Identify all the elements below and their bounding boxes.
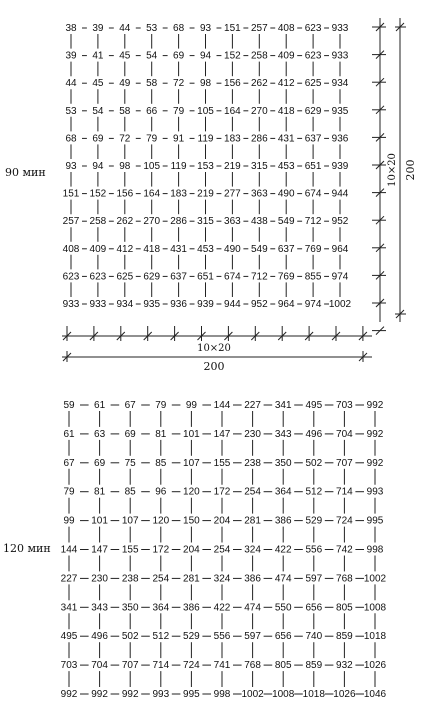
- grid-value: 230: [244, 428, 261, 440]
- grid-value: 147: [91, 544, 108, 556]
- grid-value: 156: [116, 188, 134, 200]
- grid-value: 674: [304, 188, 322, 200]
- grid-value: 431: [277, 133, 295, 145]
- grid-value: 556: [305, 544, 323, 556]
- grid-value: 120: [152, 515, 170, 527]
- grid-value: 502: [121, 631, 139, 643]
- grid-value: 993: [152, 689, 170, 700]
- grid-value: 703: [336, 400, 353, 411]
- grid-value: 183: [224, 133, 241, 145]
- grid-value: 629: [143, 271, 161, 283]
- grid-value: 68: [173, 23, 185, 34]
- grid-value: 597: [244, 631, 261, 643]
- grid-value: 944: [224, 299, 241, 310]
- grid-value: 72: [119, 133, 131, 145]
- grid-value: 625: [304, 78, 322, 90]
- grid-value: 105: [143, 161, 161, 172]
- grid-value: 768: [244, 660, 261, 672]
- grid-value: 998: [366, 544, 384, 556]
- grid-value: 998: [213, 689, 231, 700]
- grid-value: 155: [213, 457, 231, 469]
- grid-value: 409: [89, 243, 107, 255]
- grid-value: 98: [119, 161, 131, 172]
- grid-value: 408: [62, 243, 80, 255]
- grid-value: 120: [183, 486, 200, 498]
- grid-value: 39: [92, 23, 104, 34]
- grid-value: 107: [121, 515, 139, 527]
- grid-value: 740: [305, 631, 323, 643]
- grid-value: 254: [244, 486, 261, 498]
- grid-value: 54: [92, 105, 104, 117]
- grid-value: 151: [62, 188, 80, 200]
- grid-value: 364: [274, 486, 292, 498]
- grid-value: 422: [274, 544, 292, 556]
- grid-value: 49: [119, 78, 131, 90]
- grid-value: 58: [119, 105, 131, 117]
- grid-value: 281: [183, 573, 200, 585]
- grid-value: 769: [277, 271, 295, 283]
- grid-value: 495: [305, 400, 323, 411]
- grid-value: 741: [213, 660, 231, 672]
- grid-value: 629: [304, 105, 322, 117]
- grid-value: 238: [244, 457, 261, 469]
- grid-value: 58: [146, 78, 158, 90]
- grid-value: 1002: [241, 689, 264, 700]
- grid-value: 1002: [328, 299, 352, 310]
- grid-value: 254: [152, 573, 170, 585]
- grid-value: 81: [155, 428, 167, 440]
- grid-value: 172: [213, 486, 231, 498]
- grid-value: 341: [60, 602, 78, 614]
- grid-value: 496: [305, 428, 323, 440]
- grid-value: 422: [213, 602, 231, 614]
- grid-value: 597: [305, 573, 323, 585]
- grid-value: 105: [197, 105, 214, 117]
- grid-value: 227: [60, 573, 78, 585]
- grid-value: 258: [250, 50, 268, 62]
- grid-value: 712: [250, 271, 268, 283]
- grid-value: 496: [91, 631, 108, 643]
- grid-value: 67: [124, 400, 136, 411]
- grid-value: 144: [60, 544, 78, 556]
- grid-value: 85: [124, 486, 136, 498]
- grid-value: 164: [224, 105, 241, 117]
- grid-value: 386: [183, 602, 200, 614]
- grid-value: 286: [170, 216, 187, 228]
- grid-value: 99: [63, 515, 75, 527]
- grid-value: 529: [305, 515, 323, 527]
- grid-value: 204: [213, 515, 231, 527]
- grid-value: 992: [366, 457, 384, 469]
- grid-value: 656: [305, 602, 323, 614]
- grid-value: 992: [121, 689, 139, 700]
- grid-value: 625: [116, 271, 134, 283]
- grid-value: 1026: [333, 689, 356, 700]
- grid-value: 59: [63, 400, 75, 411]
- grid-value: 859: [336, 631, 353, 643]
- grid-value: 992: [366, 400, 384, 411]
- grid-value: 431: [170, 243, 187, 255]
- grid-value: 805: [336, 602, 353, 614]
- grid-value: 502: [305, 457, 323, 469]
- grid-value: 152: [89, 188, 107, 200]
- grid-value: 69: [124, 428, 136, 440]
- dim-label-inner-h: 10×20: [197, 343, 231, 354]
- grid-value: 474: [274, 573, 292, 585]
- grid-value: 164: [143, 188, 161, 200]
- grid-value: 204: [183, 544, 200, 556]
- grid-value: 150: [183, 515, 200, 527]
- grid-value: 93: [199, 23, 212, 34]
- grid-value: 408: [277, 23, 295, 34]
- dim-label-outer-v: 200: [404, 159, 417, 181]
- grid-value: 656: [274, 631, 292, 643]
- grid-value: 69: [92, 133, 104, 145]
- grid-value: 1008: [272, 689, 295, 700]
- grid-value: 1046: [363, 689, 387, 700]
- grid-value: 44: [65, 78, 77, 90]
- grid-value: 637: [304, 133, 322, 145]
- grid-value: 453: [277, 161, 295, 172]
- grid-value: 974: [331, 271, 349, 283]
- grid-value: 54: [146, 50, 158, 62]
- grid-value: 101: [91, 515, 108, 527]
- grid-value: 67: [63, 457, 75, 469]
- grid-value: 623: [62, 271, 80, 283]
- grid-value: 219: [224, 161, 241, 172]
- grid-value: 724: [336, 515, 353, 527]
- grid-value: 281: [244, 515, 261, 527]
- grid-value: 944: [331, 188, 349, 200]
- grid-value: 66: [146, 105, 158, 117]
- grid-value: 153: [197, 161, 214, 172]
- grid-value: 286: [250, 133, 268, 145]
- grid-value: 453: [197, 243, 214, 255]
- grid-value: 364: [152, 602, 170, 614]
- grid-value: 933: [89, 299, 107, 310]
- grid-value: 418: [277, 105, 295, 117]
- grid-value: 39: [65, 50, 77, 62]
- grid-value: 704: [336, 428, 353, 440]
- grid-value: 45: [92, 78, 104, 90]
- grid-value: 270: [250, 105, 268, 117]
- grid-value: 674: [224, 271, 241, 283]
- grid-value: 386: [244, 573, 261, 585]
- grid-value: 262: [116, 216, 134, 228]
- grid-value: 258: [89, 216, 107, 228]
- grid-120-min: [59, 399, 387, 700]
- grid-value: 936: [170, 299, 187, 310]
- grid-value: 769: [304, 243, 322, 255]
- grid-value: 69: [94, 457, 106, 469]
- grid-value: 992: [60, 689, 78, 700]
- grid-value: 952: [331, 216, 349, 228]
- grid-value: 964: [277, 299, 295, 310]
- grid-value: 939: [197, 299, 214, 310]
- grid-value: 238: [121, 573, 139, 585]
- grid-value: 934: [116, 299, 134, 310]
- grid-value: 79: [173, 105, 185, 117]
- grid-value: 805: [274, 660, 292, 672]
- grid-value: 412: [116, 243, 134, 255]
- grid-value: 257: [62, 216, 80, 228]
- grid-value: 549: [250, 243, 268, 255]
- grid-value: 63: [94, 428, 106, 440]
- grid-value: 350: [274, 457, 292, 469]
- grid-value: 343: [91, 602, 108, 614]
- grid-value: 254: [213, 544, 231, 556]
- grid-value: 386: [274, 515, 292, 527]
- grid-value: 69: [173, 50, 185, 62]
- grid-value: 79: [146, 133, 158, 145]
- grid-value: 227: [244, 400, 261, 411]
- grid-value: 53: [65, 105, 77, 117]
- grid-value: 995: [366, 515, 384, 527]
- grid-value: 96: [155, 486, 167, 498]
- grid-value: 707: [336, 457, 353, 469]
- grid-value: 934: [331, 78, 349, 90]
- grid-value: 277: [224, 188, 241, 200]
- grid-value: 714: [152, 660, 170, 672]
- grid-value: 45: [119, 50, 131, 62]
- grid-value: 72: [173, 78, 185, 90]
- grid-value: 75: [124, 457, 136, 469]
- grid-value: 61: [63, 428, 75, 440]
- grid-value: 623: [89, 271, 107, 283]
- grid-value: 68: [65, 133, 77, 145]
- grid-value: 99: [185, 400, 197, 411]
- grid-value: 474: [244, 602, 261, 614]
- grid-value: 315: [197, 216, 214, 228]
- grid-value: 712: [304, 216, 322, 228]
- grid-value: 79: [63, 486, 75, 498]
- grid-value: 703: [60, 660, 78, 672]
- grid-value: 651: [197, 271, 214, 283]
- grid-value: 107: [183, 457, 200, 469]
- grid-value: 91: [173, 133, 185, 145]
- grid-value: 549: [277, 216, 295, 228]
- grid-value: 556: [213, 631, 231, 643]
- grid-value: 324: [213, 573, 231, 585]
- dim-label-inner-v: 10×20: [387, 153, 398, 187]
- grid-value: 85: [155, 457, 167, 469]
- grid-value: 993: [366, 486, 384, 498]
- grid-value: 1008: [363, 602, 387, 614]
- grid-value: 147: [213, 428, 231, 440]
- grid-value: 1002: [363, 573, 387, 585]
- grid-value: 144: [213, 400, 231, 411]
- grid-value: 418: [143, 243, 161, 255]
- grid-value: 38: [65, 23, 77, 34]
- grid-value: 219: [197, 188, 214, 200]
- grid-value: 1018: [363, 631, 387, 643]
- grid-value: 155: [121, 544, 139, 556]
- grid-value: 933: [331, 23, 349, 34]
- grid-value: 992: [366, 428, 384, 440]
- grid-value: 53: [146, 23, 158, 34]
- time-label-90: 90 мин: [5, 166, 46, 179]
- grid-value: 156: [224, 78, 241, 90]
- grid-value: 939: [331, 161, 349, 172]
- grid-value: 363: [224, 216, 241, 228]
- grid-value: 932: [336, 660, 353, 672]
- grid-value: 637: [170, 271, 187, 283]
- grid-value: 490: [224, 243, 241, 255]
- grid-value: 341: [274, 400, 292, 411]
- grid-value: 933: [331, 50, 349, 62]
- grid-value: 550: [274, 602, 292, 614]
- grid-value: 933: [62, 299, 80, 310]
- grid-value: 438: [250, 216, 268, 228]
- grid-value: 512: [305, 486, 323, 498]
- grid-value: 952: [250, 299, 268, 310]
- grid-value: 935: [143, 299, 161, 310]
- grid-value: 974: [304, 299, 322, 310]
- dim-label-outer-h: 200: [203, 360, 225, 373]
- grid-value: 490: [277, 188, 295, 200]
- grid-value: 935: [331, 105, 349, 117]
- grid-value: 152: [224, 50, 241, 62]
- grid-value: 98: [199, 78, 212, 90]
- grid-value: 964: [331, 243, 349, 255]
- grid-value: 704: [91, 660, 108, 672]
- grid-value: 363: [250, 188, 268, 200]
- grid-value: 714: [336, 486, 353, 498]
- grid-value: 350: [121, 602, 139, 614]
- time-label-120: 120 мин: [3, 542, 51, 555]
- grid-value: 119: [170, 161, 187, 172]
- grid-value: 512: [152, 631, 170, 643]
- grid-value: 262: [250, 78, 268, 90]
- grid-value: 859: [305, 660, 323, 672]
- grid-value: 93: [65, 161, 77, 172]
- grid-value: 409: [277, 50, 295, 62]
- grid-value: 61: [94, 400, 106, 411]
- grid-value: 94: [92, 161, 104, 172]
- grid-value: 1026: [363, 660, 387, 672]
- grid-value: 44: [119, 23, 131, 34]
- grid-value: 101: [183, 428, 200, 440]
- grid-value: 637: [277, 243, 295, 255]
- grid-value: 724: [183, 660, 200, 672]
- grid-value: 707: [121, 660, 139, 672]
- grid-value: 623: [304, 23, 322, 34]
- grid-value: 315: [250, 161, 268, 172]
- grid-value: 936: [331, 133, 349, 145]
- grid-value: 270: [143, 216, 161, 228]
- grid-90-min: [61, 22, 352, 310]
- grid-value: 79: [155, 400, 167, 411]
- grid-value: 742: [336, 544, 353, 556]
- grid-value: 495: [60, 631, 78, 643]
- grid-value: 412: [277, 78, 295, 90]
- grid-value: 151: [224, 23, 241, 34]
- grid-value: 94: [199, 50, 212, 62]
- grid-value: 855: [304, 271, 322, 283]
- grid-value: 651: [304, 161, 322, 172]
- grid-value: 257: [250, 23, 268, 34]
- grid-value: 172: [152, 544, 170, 556]
- grid-value: 324: [244, 544, 261, 556]
- grid-value: 768: [336, 573, 353, 585]
- grid-value: 529: [183, 631, 200, 643]
- grid-value: 995: [183, 689, 200, 700]
- grid-value: 41: [92, 50, 104, 62]
- grid-value: 81: [94, 486, 106, 498]
- grid-value: 623: [304, 50, 322, 62]
- grid-value: 343: [274, 428, 292, 440]
- grid-value: 1018: [302, 689, 325, 700]
- grid-value: 119: [197, 133, 214, 145]
- grid-value: 992: [91, 689, 108, 700]
- grid-value: 230: [91, 573, 108, 585]
- grid-value: 183: [170, 188, 187, 200]
